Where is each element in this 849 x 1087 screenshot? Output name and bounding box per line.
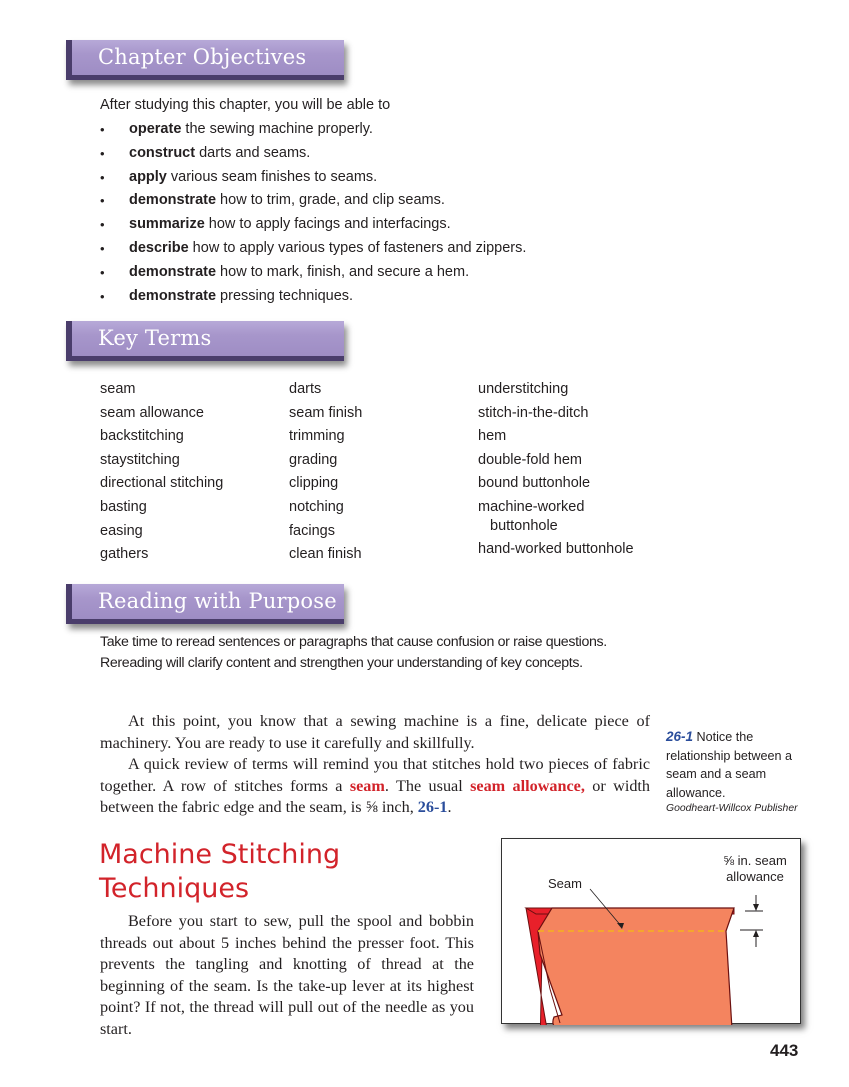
figure-caption [666, 728, 811, 815]
text-run: or width between the fabric edge and the seam, is ⅝ inch, [100, 776, 651, 816]
key-term: bound buttonhole [478, 475, 591, 492]
key-term-seam-allowance: seam allowance, [470, 776, 585, 795]
objective-verb: describe [129, 239, 189, 256]
objective-item [100, 118, 526, 142]
paragraph: Before you start to sew, pull the spool and bobbin threads out about 5 inches behind the presser foot. This prevents the tangling and knotting of thread at the beginning of the seam. Is the take-up lever at its highest point? If not, the thread will pull out of the needle as you start. [100, 912, 474, 1038]
key-term: trimming [289, 428, 345, 445]
objective-text: pressing techniques. [216, 287, 354, 304]
objective-text: the sewing machine properly. [181, 121, 373, 137]
objective-verb: demonstrate [129, 192, 217, 209]
key-term-continued: buttonhole [490, 517, 558, 534]
heading-line: Machine Stitching [99, 839, 341, 870]
key-term: gathers [100, 546, 149, 563]
text-run: . [447, 798, 452, 816]
objective-text: darts and seams. [195, 144, 311, 161]
key-term: backstitching [100, 428, 184, 445]
reading-purpose-text [100, 632, 607, 674]
bullet-icon: • [100, 217, 105, 233]
objective-text: how to apply facings and interfacings. [204, 216, 451, 233]
objective-verb: demonstrate [129, 287, 217, 304]
key-term: darts [289, 381, 322, 397]
key-term: clean finish [289, 546, 362, 563]
objective-verb: demonstrate [129, 263, 217, 280]
bullet-icon: • [100, 264, 105, 280]
caption-credit: Goodheart-Willcox Publisher [666, 803, 798, 814]
key-term: facings [289, 522, 335, 539]
objectives-intro: After studying this chapter, you will be able to [100, 97, 391, 113]
key-term: stitch-in-the-ditch [478, 404, 589, 421]
objective-item [100, 285, 526, 309]
caption-text: Notice the relationship between a seam and a seam allowance. [666, 730, 793, 800]
key-term: notching [289, 498, 344, 515]
figure-26-1 [501, 838, 801, 1024]
seam-allowance-label [712, 853, 798, 885]
objective-verb: summarize [129, 216, 205, 233]
bullet-icon: • [100, 288, 105, 304]
key-term: easing [100, 522, 143, 539]
objective-verb: construct [129, 144, 196, 161]
objective-item [100, 189, 526, 213]
reading-purpose-line: Take time to reread sentences or paragraphs that cause confusion or raise questions. [100, 634, 607, 650]
reading-purpose-title: Reading with Purpose [98, 589, 337, 613]
machine-stitching-body [100, 911, 474, 1040]
paragraph [100, 754, 650, 819]
objectives-list [100, 118, 526, 308]
key-term: clipping [289, 475, 339, 492]
objective-item [100, 261, 526, 285]
key-term-seam: seam [349, 776, 385, 795]
key-term: staystitching [100, 451, 180, 468]
bullet-icon: • [100, 145, 105, 161]
objective-text: how to trim, grade, and clip seams. [216, 192, 445, 209]
seam-label: Seam [548, 876, 582, 891]
allowance-label-line: allowance [726, 869, 784, 884]
key-terms-title: Key Terms [98, 326, 212, 350]
objective-verb: operate [129, 121, 182, 137]
key-term: double-fold hem [478, 451, 582, 468]
bullet-icon: • [100, 193, 105, 209]
key-terms-column-1 [100, 378, 223, 567]
bullet-icon: • [100, 122, 105, 137]
allowance-label-line: ⅝ in. seam [723, 853, 787, 868]
intro-body [100, 711, 650, 819]
reading-purpose-line: Rereading will clarify content and strengthen your understanding of key concepts. [100, 655, 583, 671]
key-term: directional stitching [100, 475, 224, 492]
key-term: grading [289, 451, 338, 468]
objective-item [100, 237, 526, 261]
chapter-objectives-banner [66, 40, 344, 80]
figure-reference-link[interactable]: 26-1 [417, 798, 448, 816]
key-term: seam allowance [100, 404, 204, 421]
key-terms-column-2 [289, 378, 362, 567]
key-term: hem [478, 428, 507, 445]
bullet-icon: • [100, 169, 105, 185]
key-term: hand-worked buttonhole [478, 541, 634, 558]
chapter-objectives-title: Chapter Objectives [98, 45, 307, 69]
reading-purpose-banner [66, 584, 344, 624]
section-heading [99, 838, 340, 906]
key-terms-column-3 [478, 378, 634, 562]
objective-text: how to mark, finish, and secure a hem. [216, 263, 470, 280]
key-term: basting [100, 498, 147, 515]
objective-item [100, 213, 526, 237]
key-terms-banner [66, 321, 344, 361]
caption-number: 26-1 [666, 729, 694, 744]
objective-text: various seam finishes to seams. [166, 168, 378, 185]
objective-item [100, 142, 526, 166]
key-term: seam [100, 381, 136, 397]
paragraph: At this point, you know that a sewing machine is a fine, delicate piece of machinery. You are ready to use it carefully and skillfully. [100, 712, 650, 752]
page-number: 443 [770, 1041, 799, 1060]
objective-item [100, 166, 526, 190]
heading-line: Techniques [99, 873, 250, 904]
text-run: A quick review of terms will remind you that stitches hold two pieces of fabric together. A row of stitches forms a [100, 755, 650, 795]
key-term: machine-worked [478, 498, 585, 515]
key-term: seam finish [289, 404, 363, 421]
text-run: . The usual [384, 776, 471, 795]
bullet-icon: • [100, 240, 105, 256]
objective-text: how to apply various types of fasteners and zippers. [188, 239, 527, 256]
key-term: understitching [478, 381, 569, 397]
objective-verb: apply [129, 168, 167, 185]
